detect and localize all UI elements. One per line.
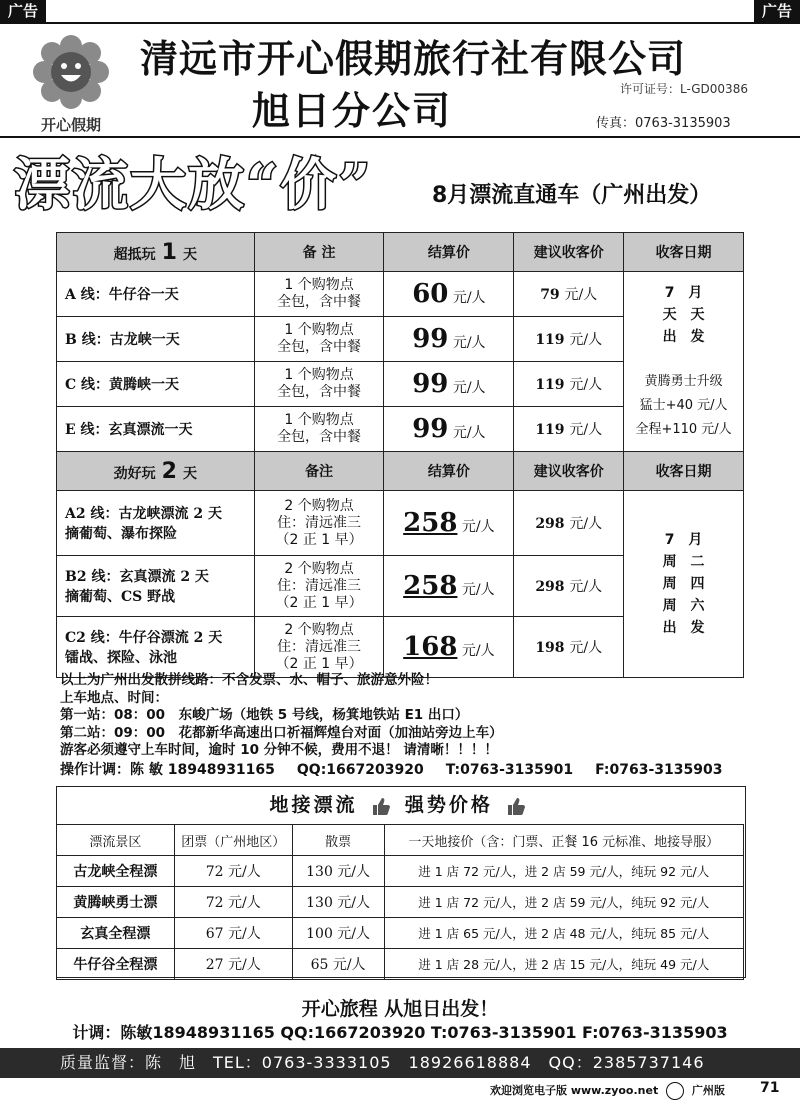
- table-row: [57, 949, 744, 980]
- note-meals: （2 正 1 早）: [275, 531, 363, 548]
- date-line: 7 月: [664, 284, 703, 301]
- note-meal: 全包，含中餐: [277, 429, 362, 445]
- edition-label: 广州版: [691, 1084, 725, 1097]
- route-price: [384, 556, 514, 617]
- route-price: [384, 272, 514, 317]
- page-number: 71: [760, 1080, 780, 1096]
- banner-title-text: 漂流大放“价”: [14, 152, 373, 218]
- price-unit: 元/人: [452, 335, 486, 351]
- date-line: 天 天: [662, 306, 705, 323]
- route-line: 摘葡萄、瀑布探险: [65, 526, 177, 542]
- route-note: [254, 317, 384, 362]
- company-name-line1: 清远市开心假期旅行社有限公司: [140, 37, 687, 81]
- suggested-value: 298: [535, 516, 565, 532]
- tour-price-table: [56, 232, 744, 678]
- date-line: 出 发: [662, 620, 705, 636]
- price-value: 99: [412, 369, 449, 399]
- title-part-b: 强势价格: [404, 794, 493, 816]
- route-name: [57, 617, 255, 678]
- note-shopping: 2 个购物点: [284, 497, 354, 514]
- suggested-unit: 元/人: [569, 516, 603, 532]
- route-price: [384, 317, 514, 362]
- price-unit: 元/人: [452, 380, 486, 396]
- table-row: [57, 491, 744, 556]
- route-name: [57, 491, 255, 556]
- date-line: 周 六: [662, 598, 705, 614]
- group-price: 72 元/人: [174, 887, 292, 918]
- price-unit: 元/人: [461, 582, 495, 598]
- route-price: [384, 407, 514, 452]
- header-note: 备注: [254, 452, 384, 491]
- company-logo: [28, 34, 114, 138]
- suggested-value: 119: [535, 377, 565, 393]
- local-rafting-table: [56, 824, 744, 980]
- route-price: [384, 491, 514, 556]
- note-meal: 全包，含中餐: [277, 339, 362, 355]
- route-suggested: [514, 362, 624, 407]
- info-pickup-heading: 上车地点、时间：: [60, 689, 168, 706]
- top-rule: [0, 22, 800, 24]
- route-name: B 线：古龙峡一天: [57, 317, 255, 362]
- operator-contact: [60, 762, 740, 780]
- suggested-value: 79: [540, 287, 560, 303]
- departure-info: [60, 672, 740, 780]
- header-name-prefix: 劲好玩: [113, 465, 156, 482]
- spot-name: 古龙峡全程漂: [57, 856, 175, 887]
- site-credit: [490, 1082, 725, 1100]
- header-single: 散票: [292, 825, 384, 856]
- local-price-desc: 进 1 店 72 元/人，进 2 店 59 元/人，纯玩 92 元/人: [384, 887, 743, 918]
- route-suggested: [514, 491, 624, 556]
- info-stop-1: 第一站：08：00 东峻广场（地铁 5 号线，杨箕地铁站 E1 出口）: [60, 707, 469, 724]
- slogan: 开心旅程 从旭日出发！: [301, 998, 499, 1020]
- price-unit: 元/人: [452, 290, 486, 306]
- footer-contact: 计调：陈敏18948931165 QQ:1667203920 T:0763-3135901 F:0763-3135903: [72, 1023, 728, 1042]
- banner-title: [12, 146, 422, 218]
- route-name: C 线：黄腾峡一天: [57, 362, 255, 407]
- price-unit: 元/人: [461, 519, 495, 535]
- quality-supervision-text: 质量监督：陈 旭 TEL：0763-3333105 18926618884 QQ：2385737146: [60, 1053, 705, 1072]
- site-url[interactable]: 欢迎浏览电子版 www.zyoo.net: [490, 1084, 659, 1097]
- price-value: 258: [403, 508, 458, 538]
- note-hotel: 住：清远准三: [277, 638, 362, 655]
- table-row: [57, 918, 744, 949]
- route-suggested: [514, 317, 624, 362]
- date-line: 出 发: [662, 328, 705, 345]
- suggested-value: 298: [535, 579, 565, 595]
- route-name: [57, 556, 255, 617]
- note-hotel: 住：清远准三: [277, 577, 362, 594]
- one-day-header-name: [57, 233, 255, 272]
- header-name-suffix: 天: [182, 465, 197, 482]
- one-day-header-row: [57, 233, 744, 272]
- info-warning: 游客必须遵守上车时间，逾时 10 分钟不候，费用不退！ 请清晰！！！！: [60, 742, 498, 759]
- header-rule: [0, 136, 800, 138]
- spot-name: 玄真全程漂: [57, 918, 175, 949]
- logo-text: 开心假期: [40, 116, 102, 134]
- spot-name: 黄腾峡勇士漂: [57, 887, 175, 918]
- route-line: 摘葡萄、CS 野战: [65, 589, 176, 605]
- route-price: [384, 617, 514, 678]
- suggested-unit: 元/人: [569, 422, 603, 438]
- note-hotel: 住：清远准三: [277, 514, 362, 531]
- suggested-value: 119: [535, 422, 565, 438]
- route-price: [384, 362, 514, 407]
- upgrade-line: 全程+110 元/人: [635, 421, 732, 437]
- route-suggested: [514, 407, 624, 452]
- header-name-prefix: 超抵玩: [113, 246, 156, 263]
- upgrade-line: 黄腾勇士升级: [644, 373, 723, 389]
- price-value: 60: [412, 279, 449, 309]
- header-name-suffix: 天: [182, 246, 197, 263]
- local-header-row: [57, 825, 744, 856]
- two-day-header-name: [57, 452, 255, 491]
- thumbs-up-icon: [371, 796, 391, 816]
- suggested-value: 119: [535, 332, 565, 348]
- one-day-date-cell: [624, 272, 744, 452]
- route-line: B2 线：玄真漂流 2 天: [65, 569, 209, 585]
- two-day-header-row: [57, 452, 744, 491]
- suggested-unit: 元/人: [564, 287, 598, 303]
- header-suggested: 建议收客价: [514, 233, 624, 272]
- price-value: 258: [403, 571, 458, 601]
- route-name: E 线：玄真漂流一天: [57, 407, 255, 452]
- operator-qq: QQ:1667203920: [296, 761, 424, 778]
- price-value: 99: [412, 414, 449, 444]
- header-days: 2: [161, 458, 177, 484]
- note-shopping: 2 个购物点: [284, 560, 354, 577]
- suggested-unit: 元/人: [569, 377, 603, 393]
- header-date: 收客日期: [624, 452, 744, 491]
- note-meals: （2 正 1 早）: [275, 594, 363, 611]
- group-price: 72 元/人: [174, 856, 292, 887]
- local-rafting-title: [56, 790, 744, 817]
- suggested-unit: 元/人: [569, 579, 603, 595]
- note-shopping: 1 个购物点: [284, 412, 354, 428]
- route-suggested: [514, 272, 624, 317]
- header-days: 1: [161, 239, 177, 265]
- note-shopping: 2 个购物点: [284, 621, 354, 638]
- suggested-unit: 元/人: [569, 332, 603, 348]
- price-unit: 元/人: [461, 643, 495, 659]
- single-price: 130 元/人: [292, 856, 384, 887]
- route-note: [254, 617, 384, 678]
- route-suggested: [514, 617, 624, 678]
- banner-subtitle: 8月漂流直通车（广州出发）: [432, 183, 712, 208]
- info-stop-2: 第二站：09：00 花都新华高速出口祈福辉煌台对面（加油站旁边上车）: [60, 724, 503, 741]
- route-suggested: [514, 556, 624, 617]
- note-meal: 全包，含中餐: [277, 384, 362, 400]
- suggested-unit: 元/人: [569, 640, 603, 656]
- note-meal: 全包，含中餐: [277, 294, 362, 310]
- route-name: A 线：牛仔谷一天: [57, 272, 255, 317]
- price-unit: 元/人: [452, 425, 486, 441]
- suggested-value: 198: [535, 640, 565, 656]
- spot-name: 牛仔谷全程漂: [57, 949, 175, 980]
- site-logo-icon: [666, 1082, 684, 1100]
- company-name-line2: 旭日分公司: [252, 89, 453, 133]
- date-line: 7 月: [664, 532, 703, 548]
- note-shopping: 1 个购物点: [284, 322, 354, 338]
- header-date: 收客日期: [624, 233, 744, 272]
- local-price-desc: 进 1 店 72 元/人，进 2 店 59 元/人，纯玩 92 元/人: [384, 856, 743, 887]
- route-note: [254, 362, 384, 407]
- info-exclusions: 以上为广州出发散拼线路：不含发票、水、帽子、旅游意外险！: [60, 672, 438, 688]
- header-desc: 一天地接价（含：门票、正餐 16 元标准、地接导服）: [384, 825, 743, 856]
- note-shopping: 1 个购物点: [284, 367, 354, 383]
- operator-name-phone: 操作计调：陈 敏 18948931165: [60, 761, 275, 778]
- license-number: 许可证号：L-GD00386: [620, 82, 748, 96]
- price-value: 99: [412, 324, 449, 354]
- table-row: [57, 856, 744, 887]
- local-price-desc: 进 1 店 65 元/人，进 2 店 48 元/人，纯玩 85 元/人: [384, 918, 743, 949]
- ad-tag-left: 广告: [0, 0, 46, 22]
- route-note: [254, 272, 384, 317]
- single-price: 65 元/人: [292, 949, 384, 980]
- header-price: 结算价: [384, 452, 514, 491]
- table-row: [57, 887, 744, 918]
- date-line: 周 四: [662, 576, 705, 592]
- single-price: 100 元/人: [292, 918, 384, 949]
- route-line: A2 线：古龙峡漂流 2 天: [65, 506, 222, 522]
- operator-tel: T:0763-3135901: [445, 761, 574, 778]
- upgrade-line: 猛士+40 元/人: [639, 397, 728, 413]
- single-price: 130 元/人: [292, 887, 384, 918]
- operator-fax: F:0763-3135903: [595, 761, 723, 778]
- header-price: 结算价: [384, 233, 514, 272]
- title-part-a: 地接漂流: [269, 794, 358, 816]
- flower-smiley-icon: [28, 34, 114, 138]
- route-line: C2 线：牛仔谷漂流 2 天: [65, 630, 223, 646]
- local-price-desc: 进 1 店 28 元/人，进 2 店 15 元/人，纯玩 49 元/人: [384, 949, 743, 980]
- quality-supervision-bar: [0, 1048, 800, 1078]
- route-note: [254, 556, 384, 617]
- header-suggested: 建议收客价: [514, 452, 624, 491]
- note-shopping: 1 个购物点: [284, 277, 354, 293]
- route-note: [254, 491, 384, 556]
- header-group: 团票（广州地区）: [174, 825, 292, 856]
- table-row: [57, 272, 744, 317]
- group-price: 67 元/人: [174, 918, 292, 949]
- route-note: [254, 407, 384, 452]
- header-spot: 漂流景区: [57, 825, 175, 856]
- fax-number: 传真：0763-3135903: [596, 116, 731, 131]
- header-note: 备 注: [254, 233, 384, 272]
- two-day-date-cell: [624, 491, 744, 678]
- note-meals: （2 正 1 早）: [275, 655, 363, 672]
- route-line: 镭战、探险、泳池: [65, 650, 177, 666]
- date-line: 周 二: [662, 554, 705, 570]
- group-price: 27 元/人: [174, 949, 292, 980]
- price-value: 168: [403, 632, 458, 662]
- thumbs-up-icon: [506, 796, 526, 816]
- ad-tag-right: 广告: [754, 0, 800, 22]
